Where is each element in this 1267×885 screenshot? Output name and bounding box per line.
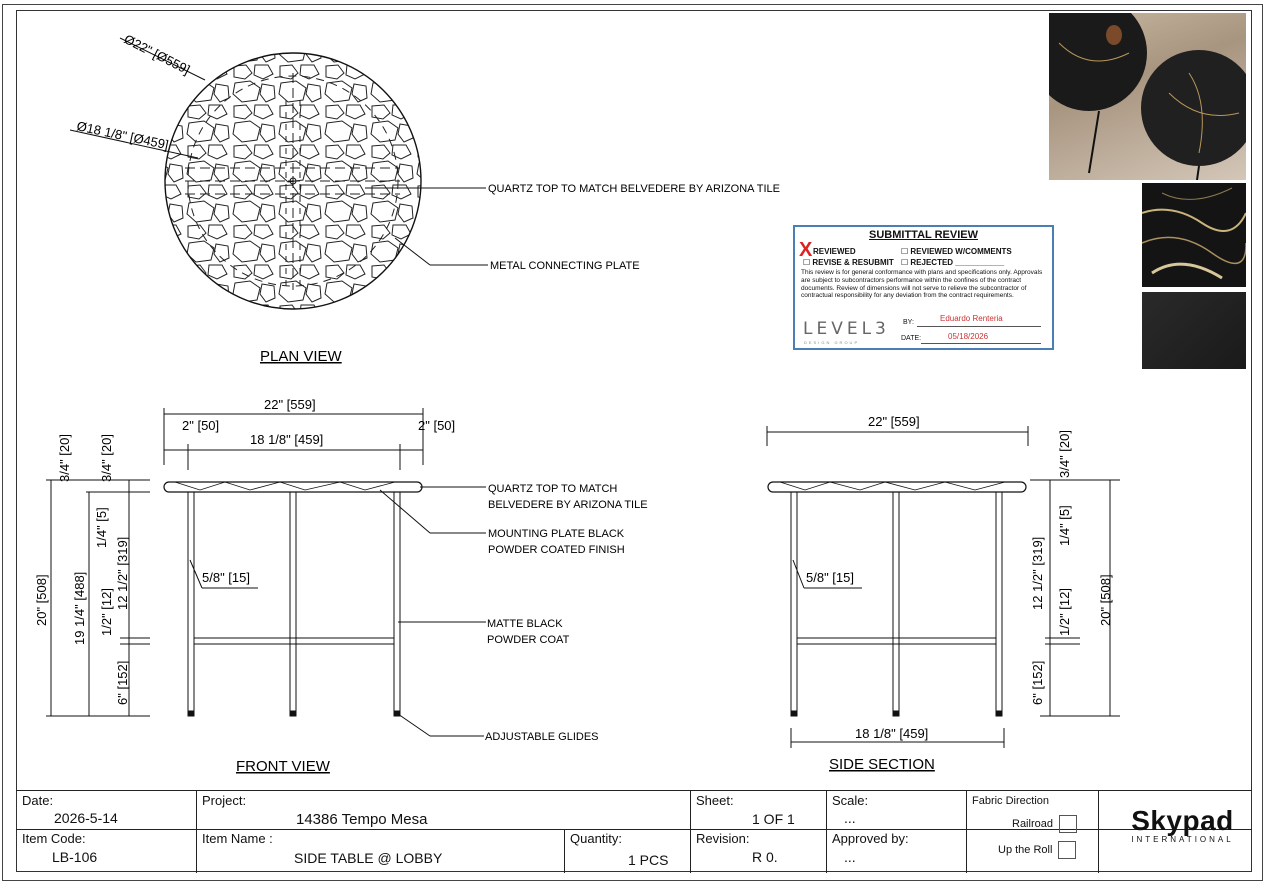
railroad-label: Railroad: [1012, 817, 1053, 830]
date-value: 2026-5-14: [54, 810, 118, 826]
marble-swatch: [1142, 183, 1246, 287]
option-reviewed: REVIEWED: [813, 247, 856, 256]
railroad-checkbox[interactable]: [1059, 815, 1077, 833]
plan-view-label: PLAN VIEW: [260, 348, 342, 365]
plan-outer-diameter: Ø22" [Ø559]: [121, 31, 193, 78]
up-the-roll-option: [998, 841, 1076, 859]
revision-cell: [690, 829, 826, 873]
project-cell: [196, 791, 690, 829]
side-leg-dia-dim: 5/8" [15]: [806, 570, 854, 585]
side-upper-leg-dim: 12 1/2" [319]: [1030, 536, 1045, 610]
plan-view: [70, 38, 488, 309]
front-callout-mounting-2: POWDER COATED FINISH: [488, 544, 625, 556]
fabric-direction-cell: [966, 791, 1098, 873]
item-code-cell: [16, 829, 196, 873]
plan-inner-diameter: Ø18 1/8" [Ø459]: [75, 118, 170, 153]
submittal-disclaimer: This review is for general conformance with plans and specifications only. Approvals are subject to subcontractors performance within the confines of the contract documents. Review of dimensions will not serve to relieve the subcontractor of contractual responsibility for any deviation from the contract requirements.: [801, 269, 1043, 300]
title-block: [16, 790, 1252, 873]
approved-value: ...: [844, 849, 856, 865]
by-label: BY:: [903, 319, 914, 326]
approved-cell: [826, 829, 966, 873]
brand-subtitle: INTERNATIONAL: [1131, 835, 1234, 844]
front-top-thk-a: 3/4" [20]: [57, 434, 72, 482]
front-left-offset-dim: 2" [50]: [182, 418, 220, 433]
option-rejected: ☐ REJECTED ___________: [901, 258, 1005, 267]
side-base-dim: 6" [152]: [1030, 660, 1045, 705]
front-callout-glides: ADJUSTABLE GLIDES: [485, 731, 599, 743]
callout-metal-plate: METAL CONNECTING PLATE: [490, 260, 640, 272]
product-photo: [1049, 13, 1246, 180]
sheet-label: Sheet:: [696, 793, 734, 808]
powder-coat-swatch: [1142, 292, 1246, 369]
fabric-direction-label: Fabric Direction: [972, 795, 1050, 807]
sheet-cell: [690, 791, 826, 829]
sheet-value: 1 OF 1: [752, 811, 795, 827]
front-leg-height-dim: 19 1/4" [488]: [72, 571, 87, 645]
scale-cell: [826, 791, 966, 829]
brand-name: Skypad: [1131, 805, 1234, 836]
approved-label: Approved by:: [832, 831, 909, 846]
front-top-thk-b: 3/4" [20]: [99, 434, 114, 482]
item-name-cell: [196, 829, 564, 873]
option-reviewed-comments: ☐ REVIEWED W/COMMENTS: [901, 247, 1012, 256]
front-width-dim: 22" [559]: [264, 397, 316, 412]
front-callout-quartz-1: QUARTZ TOP TO MATCH: [488, 483, 618, 495]
railroad-option: [1012, 815, 1077, 833]
front-plate-dim: 1/4" [5]: [94, 507, 109, 548]
reviewer-name: Eduardo Renteria: [940, 314, 1003, 323]
project-value: 14386 Tempo Mesa: [296, 811, 428, 828]
side-total-height-dim: 20" [508]: [1098, 574, 1113, 626]
option-revise-resubmit: ☐ REVISE & RESUBMIT: [803, 258, 894, 267]
revision-value: R 0.: [752, 849, 778, 865]
date-label: Date:: [22, 793, 54, 808]
date-label: DATE:: [901, 335, 922, 342]
up-the-roll-label: Up the Roll: [998, 843, 1053, 856]
reviewed-x-mark: X: [799, 239, 813, 261]
submittal-review-stamp: [793, 225, 1054, 350]
scale-label: Scale:: [832, 793, 869, 808]
submittal-title: SUBMITTAL REVIEW: [869, 229, 978, 241]
quantity-label: Quantity:: [570, 831, 623, 846]
quantity-value: 1 PCS: [628, 852, 669, 868]
front-view-label: FRONT VIEW: [236, 758, 330, 775]
revision-label: Revision:: [696, 831, 750, 846]
date-cell: [16, 791, 196, 829]
level3-logo-sub: DESIGN GROUP: [804, 340, 860, 345]
side-section-label: SIDE SECTION: [829, 756, 935, 773]
front-callout-mounting-1: MOUNTING PLATE BLACK: [488, 528, 625, 540]
item-name-label: Item Name :: [202, 831, 273, 846]
quantity-cell: [564, 829, 690, 873]
front-upper-leg-dim: 12 1/2" [319]: [115, 536, 130, 610]
front-callout-matte-2: POWDER COAT: [487, 634, 570, 646]
item-code-label: Item Code:: [22, 831, 86, 846]
side-top-thk-dim: 3/4" [20]: [1057, 430, 1072, 478]
front-callout-matte-1: MATTE BLACK: [487, 618, 563, 630]
front-right-offset-dim: 2" [50]: [418, 418, 456, 433]
side-rail-dim: 1/2" [12]: [1057, 588, 1072, 636]
up-the-roll-checkbox[interactable]: [1058, 841, 1076, 859]
front-leg-dia-dim: 5/8" [15]: [202, 570, 250, 585]
front-rail-dim: 1/2" [12]: [99, 588, 114, 636]
front-base-dim: 6" [152]: [115, 660, 130, 705]
scale-value: ...: [844, 810, 856, 826]
level3-logo: LEVEL3: [803, 319, 890, 339]
item-code-value: LB-106: [52, 849, 98, 865]
side-width-dim: 22" [559]: [868, 414, 920, 429]
project-label: Project:: [202, 793, 247, 808]
front-callout-quartz-2: BELVEDERE BY ARIZONA TILE: [488, 499, 648, 511]
item-name-value: SIDE TABLE @ LOBBY: [294, 850, 443, 866]
side-plate-dim: 1/4" [5]: [1057, 505, 1072, 546]
front-inner-width-dim: 18 1/8" [459]: [250, 432, 324, 447]
review-date: 05/18/2026: [948, 332, 989, 341]
skypad-logo: [1113, 791, 1252, 873]
callout-quartz-top: QUARTZ TOP TO MATCH BELVEDERE BY ARIZONA TILE: [488, 183, 780, 195]
side-bottom-width-dim: 18 1/8" [459]: [855, 726, 929, 741]
front-total-height-dim: 20" [508]: [34, 574, 49, 626]
